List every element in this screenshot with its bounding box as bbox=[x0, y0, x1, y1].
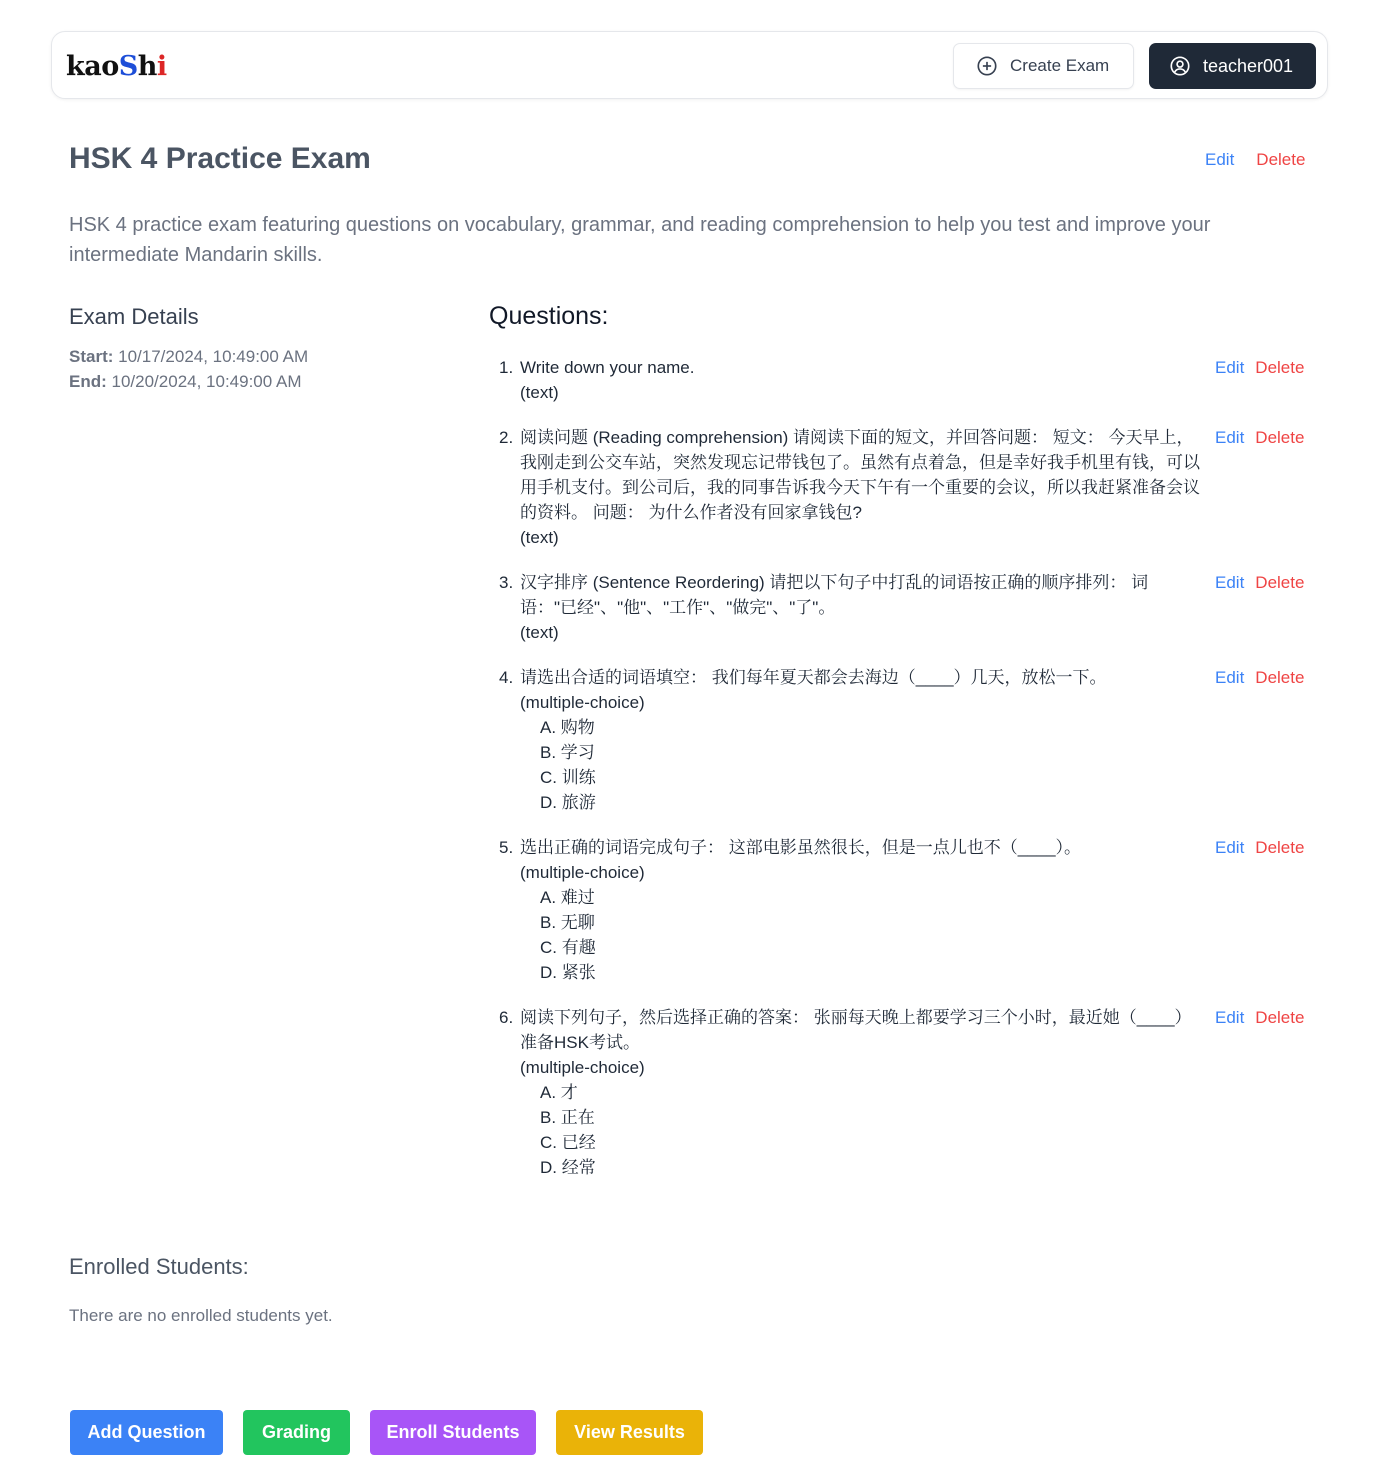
question-text: 阅读下列句子，然后选择正确的答案： 张丽每天晚上都要学习三个小时，最近她（____）准备HSK考试。 bbox=[520, 1008, 1192, 1052]
question-type: (multiple-choice) bbox=[520, 693, 645, 712]
question-text: Write down your name. bbox=[520, 358, 695, 377]
question-item bbox=[499, 1005, 1310, 1180]
grading-button[interactable]: Grading bbox=[243, 1410, 350, 1455]
question-type: (text) bbox=[520, 528, 559, 547]
edit-question-link[interactable]: Edit bbox=[1215, 573, 1245, 592]
option-list bbox=[540, 1080, 1310, 1180]
logo-text-h: h bbox=[137, 51, 157, 82]
questions-heading: Questions: bbox=[489, 302, 609, 330]
edit-question-link[interactable]: Edit bbox=[1215, 428, 1245, 447]
question-type: (text) bbox=[520, 383, 559, 402]
delete-question-link[interactable]: Delete bbox=[1255, 668, 1305, 687]
question-text: 阅读问题 (Reading comprehension) 请阅读下面的短文，并回答问题： 短文： 今天早上，我刚走到公交车站，突然发现忘记带钱包了。虽然有点着急，但是幸好我手机里有钱，可以用手机支付。到公司后，我的同事告诉我今天下午有一个重要的会议，所以我赶紧准备会议的资料。 问题： 为什么作者没有回家拿钱包? bbox=[520, 428, 1200, 522]
delete-question-link[interactable]: Delete bbox=[1255, 838, 1305, 857]
option-item: D. 紧张 bbox=[540, 963, 596, 982]
user-menu-button[interactable] bbox=[1149, 43, 1316, 89]
delete-exam-link[interactable]: Delete bbox=[1256, 150, 1306, 169]
logo-text-i: i bbox=[156, 51, 167, 82]
question-item bbox=[499, 425, 1310, 550]
plus-circle-icon bbox=[976, 55, 998, 77]
question-number: 3. bbox=[499, 573, 514, 592]
question-text: 选出正确的词语完成句子： 这部电影虽然很长，但是一点儿也不（____）。 bbox=[520, 838, 1082, 857]
start-label: Start: bbox=[69, 347, 114, 366]
end-value: 10/20/2024, 10:49:00 AM bbox=[111, 372, 302, 391]
option-item: B. 正在 bbox=[540, 1108, 595, 1127]
option-item: D. 旅游 bbox=[540, 793, 596, 812]
exam-actions bbox=[1205, 150, 1305, 170]
edit-question-link[interactable]: Edit bbox=[1215, 838, 1245, 857]
question-item bbox=[499, 355, 1310, 405]
create-exam-button[interactable] bbox=[953, 43, 1134, 89]
option-item: C. 已经 bbox=[540, 1133, 596, 1152]
question-number: 5. bbox=[499, 838, 514, 857]
delete-question-link[interactable]: Delete bbox=[1255, 1008, 1305, 1027]
question-number: 6. bbox=[499, 1008, 514, 1027]
question-type: (text) bbox=[520, 623, 559, 642]
option-item: C. 训练 bbox=[540, 768, 596, 787]
exam-details-heading: Exam Details bbox=[69, 304, 199, 329]
enroll-students-button[interactable]: Enroll Students bbox=[370, 1410, 536, 1455]
question-type: (multiple-choice) bbox=[520, 863, 645, 882]
option-item: B. 学习 bbox=[540, 743, 595, 762]
question-text: 汉字排序 (Sentence Reordering) 请把以下句子中打乱的词语按正确的顺序排列： 词语："已经"、"他"、"工作"、"做完"、"了"。 bbox=[520, 573, 1149, 617]
logo[interactable] bbox=[66, 50, 167, 84]
end-label: End: bbox=[69, 372, 107, 391]
page-title: HSK 4 Practice Exam bbox=[69, 142, 371, 175]
navbar bbox=[51, 31, 1328, 99]
user-circle-icon bbox=[1169, 55, 1191, 77]
question-number: 2. bbox=[499, 428, 514, 447]
question-type: (multiple-choice) bbox=[520, 1058, 645, 1077]
option-item: B. 无聊 bbox=[540, 913, 595, 932]
start-date bbox=[69, 347, 308, 367]
delete-question-link[interactable]: Delete bbox=[1255, 358, 1305, 377]
option-item: C. 有趣 bbox=[540, 938, 596, 957]
option-list bbox=[540, 885, 1310, 985]
question-number: 4. bbox=[499, 668, 514, 687]
edit-question-link[interactable]: Edit bbox=[1215, 668, 1245, 687]
edit-question-link[interactable]: Edit bbox=[1215, 1008, 1245, 1027]
add-question-button[interactable]: Add Question bbox=[70, 1410, 223, 1455]
view-results-button[interactable]: View Results bbox=[556, 1410, 703, 1455]
logo-text-kao: kao bbox=[66, 51, 119, 82]
edit-question-link[interactable]: Edit bbox=[1215, 358, 1245, 377]
delete-question-link[interactable]: Delete bbox=[1255, 573, 1305, 592]
enrolled-empty-message: There are no enrolled students yet. bbox=[69, 1306, 333, 1325]
logo-text-s: S bbox=[118, 51, 138, 82]
question-item bbox=[499, 835, 1310, 985]
option-item: A. 难过 bbox=[540, 888, 595, 907]
enrolled-students-heading: Enrolled Students: bbox=[69, 1254, 249, 1279]
end-date bbox=[69, 372, 302, 392]
option-item: A. 才 bbox=[540, 1083, 578, 1102]
question-item bbox=[499, 570, 1310, 645]
edit-exam-link[interactable]: Edit bbox=[1205, 150, 1235, 169]
option-item: D. 经常 bbox=[540, 1158, 596, 1177]
question-text: 请选出合适的词语填空： 我们每年夏天都会去海边（____）几天，放松一下。 bbox=[520, 668, 1107, 687]
delete-question-link[interactable]: Delete bbox=[1255, 428, 1305, 447]
question-number: 1. bbox=[499, 358, 514, 377]
question-item bbox=[499, 665, 1310, 815]
exam-description: HSK 4 practice exam featuring questions on vocabulary, grammar, and reading comprehension to help you test and improve your intermediate Mandarin skills. bbox=[69, 214, 1211, 266]
option-list bbox=[540, 715, 1310, 815]
start-value: 10/17/2024, 10:49:00 AM bbox=[118, 347, 309, 366]
create-exam-label: Create Exam bbox=[1010, 56, 1110, 75]
user-label: teacher001 bbox=[1203, 55, 1294, 76]
option-item: A. 购物 bbox=[540, 718, 595, 737]
